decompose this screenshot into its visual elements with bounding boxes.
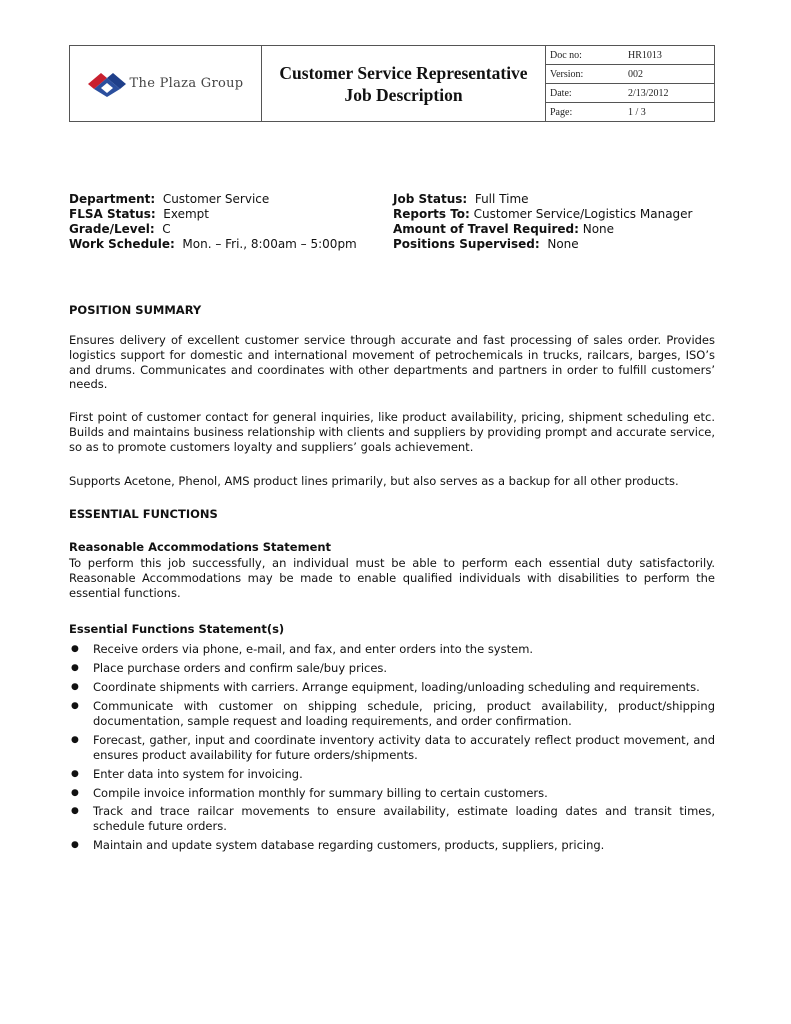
reports-to-label: Reports To: xyxy=(393,207,470,221)
department-row xyxy=(69,192,357,207)
travel-value: None xyxy=(582,222,615,236)
meta-label: Date: xyxy=(550,87,572,99)
grade-label: Grade/Level: xyxy=(69,222,155,236)
meta-value: 2/13/2012 xyxy=(628,87,669,99)
department-label: Department: xyxy=(69,192,156,206)
summary-paragraph-3: Supports Acetone, Phenol, AMS product lines primarily, but also serves as a backup for all other products. xyxy=(69,474,679,488)
supervised-row xyxy=(393,237,692,252)
meta-row-doc-no xyxy=(546,46,714,64)
accommodations-heading: Reasonable Accommodations Statement xyxy=(69,540,332,554)
grade-value: C xyxy=(162,222,171,236)
company-name: The Plaza Group xyxy=(129,76,244,91)
essential-functions-heading: ESSENTIAL FUNCTIONS xyxy=(69,507,218,521)
flsa-value: Exempt xyxy=(163,207,210,221)
meta-value: HR1013 xyxy=(628,49,662,61)
job-info-right xyxy=(393,192,692,252)
meta-row-page xyxy=(546,102,714,121)
job-status-value: Full Time xyxy=(474,192,529,206)
meta-value: 002 xyxy=(628,68,643,80)
travel-label: Amount of Travel Required: xyxy=(393,222,579,236)
logo-cell xyxy=(70,46,262,121)
meta-value: 1 / 3 xyxy=(628,106,646,118)
schedule-value: Mon. – Fri., 8:00am – 5:00pm xyxy=(182,237,357,251)
grade-row xyxy=(69,222,357,237)
title-line-2: Job Description xyxy=(344,84,463,105)
job-info-left xyxy=(69,192,357,252)
accommodations-text: To perform this job successfully, an individual must be able to perform each essential duty satisfactorily. Reasonable Accommodations may be made to enable qualified individuals with disabilities to perform the essential functions. xyxy=(69,556,715,600)
reports-to-value: Customer Service/Logistics Manager xyxy=(473,207,693,221)
list-item: ● Receive orders via phone, e-mail, and fax, and enter orders into the system. xyxy=(69,642,715,657)
meta-row-version xyxy=(546,64,714,83)
meta-label: Version: xyxy=(550,68,584,80)
flsa-label: FLSA Status: xyxy=(69,207,156,221)
list-item: ● Compile invoice information monthly for summary billing to certain customers. xyxy=(69,786,715,801)
document-title xyxy=(262,46,546,121)
schedule-label: Work Schedule: xyxy=(69,237,175,251)
document-header xyxy=(69,45,715,122)
supervised-label: Positions Supervised: xyxy=(393,237,540,251)
list-item: ● Place purchase orders and confirm sale/buy prices. xyxy=(69,661,715,676)
summary-paragraph-2: First point of customer contact for general inquiries, like product availability, pricing, shipment scheduling etc. Builds and maintains business relationship with clients and suppliers by providing prompt and accurate service, so as to promote customers loyalty and suppliers’ goals achievement. xyxy=(69,410,715,454)
list-item: ● Enter data into system for invoicing. xyxy=(69,767,715,782)
summary-paragraph-1: Ensures delivery of excellent customer service through accurate and fast processing of sales order. Provides logistics support for domestic and international movement of petrochemicals in trucks, railcars, barges, ISO’s and drums. Communicates and coordinates with other departments and partners in order to fulfill customers’ needs. xyxy=(69,333,715,392)
list-item: ● Forecast, gather, input and coordinate inventory activity data to accurately reflect product movement, and ensures product availability for future orders/shipments. xyxy=(69,733,715,763)
flsa-row xyxy=(69,207,357,222)
list-item: ● Track and trace railcar movements to ensure availability, estimate loading dates and transit times, schedule future orders. xyxy=(69,804,715,834)
list-item: ● Coordinate shipments with carriers. Arrange equipment, loading/unloading scheduling and requirements. xyxy=(69,680,715,695)
job-status-label: Job Status: xyxy=(393,192,468,206)
company-logo xyxy=(88,71,244,97)
title-line-1: Customer Service Representative xyxy=(279,62,528,83)
meta-row-date xyxy=(546,83,714,102)
functions-heading: Essential Functions Statement(s) xyxy=(69,622,285,636)
list-item: ● Maintain and update system database regarding customers, products, suppliers, pricing. xyxy=(69,838,715,853)
document-meta xyxy=(546,46,714,121)
reports-to-row xyxy=(393,207,692,222)
schedule-row xyxy=(69,237,357,252)
supervised-value: None xyxy=(547,237,579,251)
meta-label: Page: xyxy=(550,106,573,118)
position-summary-heading: POSITION SUMMARY xyxy=(69,303,202,317)
department-value: Customer Service xyxy=(162,192,270,206)
list-item: ● Communicate with customer on shipping schedule, pricing, product availability, product/shipping documentation, sample request and loading requirements, and order confirmation. xyxy=(69,699,715,729)
essential-functions-list xyxy=(69,642,715,857)
job-status-row xyxy=(393,192,692,207)
travel-row xyxy=(393,222,692,237)
plaza-group-logo-icon xyxy=(88,71,126,97)
meta-label: Doc no: xyxy=(550,49,582,61)
